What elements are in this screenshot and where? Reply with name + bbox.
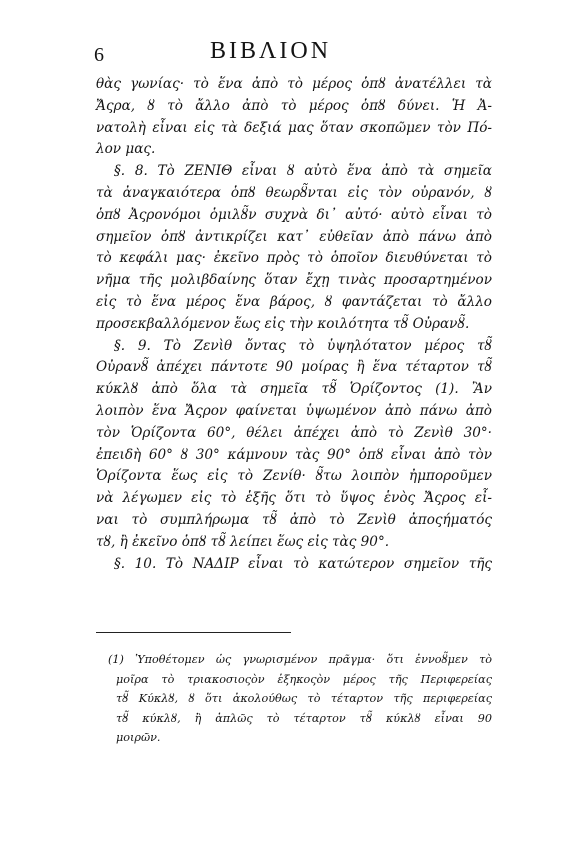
footnote <box>108 650 492 748</box>
text-line: λον μας. <box>96 141 156 158</box>
main-text <box>96 74 492 575</box>
text-line: θὰς γωνίας· τὸ ἕνα ἀπὸ τὸ μέρος ὁπȣ ἀνατέλλει τὰ <box>96 76 492 92</box>
text-line: κύκλȣ ἀπὸ ὅλα τὰ σημεῖα τȣ̃ Ὁρίζοντος (1). Ἂν <box>96 381 492 398</box>
section-9-heading-line: §. 9. Τὸ Ζενὶθ ὄντας τὸ ὑψηλότατον μέρος τȣ̃ <box>114 337 492 354</box>
text-line: τὰ ἀναγκαιότερα ὁπȣ θεωρȣ̃νται εἰς τὸν οὐρανόν, ȣ <box>96 184 492 201</box>
text-line: τὸ κεφάλι μας· ἐκεῖνο πρὸς τὸ ὁποῖον διευθύνεται τὸ <box>96 250 492 267</box>
text-line: νῆμα τῆς μολιβδαίνης ὅταν ἔχῃ τινὰς προσαρτημένον <box>96 272 492 289</box>
text-line: τȣ, ἢ ἐκεῖνο ὁπȣ τȣ̃ λείπει ἕως εἰς τὰς 90°. <box>96 533 390 550</box>
text-line: τὸν Ὁρίζοντα 60°, θέλει ἀπέχει ἀπὸ τὸ Ζενὶθ 30°· <box>96 424 492 441</box>
text-line: Οὐρανȣ̃ ἀπέχει πάντοτε 90 μοίρας ἢ ἕνα τέταρτον τȣ̃ <box>96 359 492 376</box>
footnote-line: τȣ̃ κύκλȣ, ἢ ἁπλῶς τὸ τέταρτον τȣ̃ κύκλȣ εἶναι 90 <box>116 711 492 725</box>
text-line: ἐπειδὴ 60° ȣ 30° κάμνουν τὰς 90° ὁπȣ εἶναι ἀπὸ τὸν <box>96 446 492 463</box>
page-header <box>0 38 567 68</box>
text-line: λοιπὸν ἕνα Ἄςρον φαίνεται ὑψωμένον ἀπὸ πάνω ἀπὸ <box>96 402 492 419</box>
footnote-line: (1) Ὑποθέτομεν ὡς γνωρισμένον πρᾶγμα· ὅτι ἐννοȣ̃μεν τὸ <box>108 653 492 666</box>
text-line: εἰς τὸ ἕνα μέρος ἕνα βάρος, ȣ φαντάζεται τὸ ἄλλο <box>96 293 492 310</box>
section-8-heading-line: §. 8. Τὸ ΖΕΝΙΘ εἶναι ȣ αὐτὸ ἕνα ἀπὸ τὰ σημεῖα <box>114 163 492 180</box>
page-number: 6 <box>94 44 104 66</box>
footnote-line: μοιρῶν. <box>116 731 161 744</box>
footnote-line: τȣ̃ Κύκλȣ, ȣ ὅτι ἀκολούθως τὸ τέταρτον τῆς περιφερείας <box>116 692 492 705</box>
text-line: νὰ λέγωμεν εἰς τὸ ἑξῆς ὅτι τὸ ὕψος ἑνὸς Ἄςρος εἶ- <box>96 490 492 507</box>
text-line: προσεκβαλλόμενον ἕως εἰς τὴν κοιλότητα τȣ̃ Οὐρανȣ̃. <box>96 315 470 332</box>
running-head: ΒΙΒΛΙΟΝ <box>210 38 332 64</box>
text-line: νατολὴ εἶναι εἰς τὰ δεξιά μας ὅταν σκοπῶμεν τὸν Πό- <box>96 119 492 136</box>
footnote-line: μοῖρα τὸ τριακοσιοςὸν ἑξηκοςὸν μέρος τῆς Περιφερείας <box>116 672 492 686</box>
footnote-divider <box>96 632 291 633</box>
text-line: σημεῖον ὁπȣ ἀντικρίζει κατ᾽ εὐθεῖαν ἀπὸ πάνω ἀπὸ <box>96 228 492 245</box>
text-line: Ἄςρα, ȣ τὸ ἄλλο ἀπὸ τὸ μέρος ὁπȣ δύνει. Ἡ Ἀ- <box>96 97 492 114</box>
text-line: ναι τὸ συμπλήρωμα τȣ̃ ἀπὸ τὸ Ζενὶθ ἀποςήματός <box>96 511 492 528</box>
text-line: Ὁρίζοντα ἕως εἰς τὸ Ζενίθ· ȣ̃τω λοιπὸν ἠμποροῦμεν <box>96 468 492 485</box>
text-line: ὁπȣ Ἀςρονόμοι ὁμιλȣ̃ν συχνὰ δι᾽ αὐτό· αὐτὸ εἶναι τὸ <box>96 206 492 223</box>
section-10-heading-line: §. 10. Τὸ ΝΑΔΙΡ εἶναι τὸ κατώτερον σημεῖον τῆς <box>114 555 492 572</box>
